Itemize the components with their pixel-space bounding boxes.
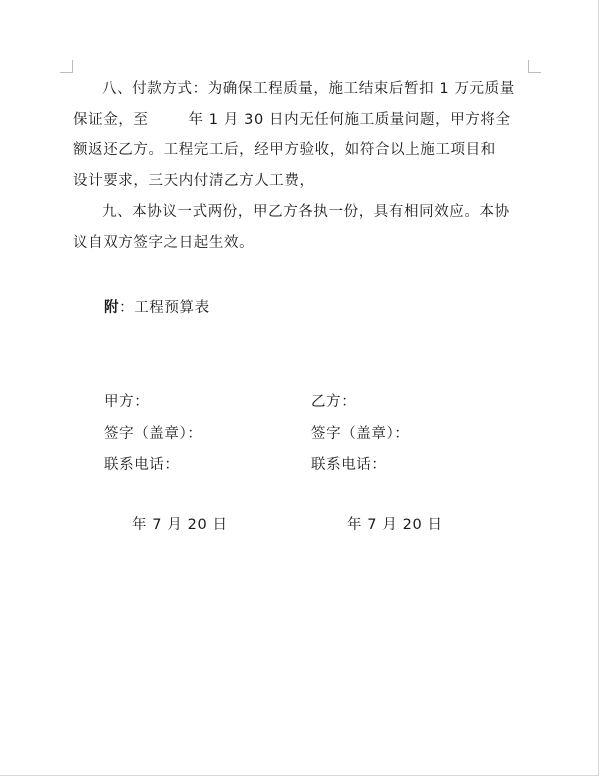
party-b-sign-label: 签字（盖章）： [311, 426, 410, 442]
clause-8-line-3: 额返还乙方。工程完工后，经甲方验收，如符合以上施工项目和 [73, 142, 496, 158]
party-a-phone-label: 联系电话： [104, 457, 180, 473]
clause-8-payment [73, 74, 529, 196]
clause-8-line-2 [73, 105, 529, 136]
party-a-label: 甲方： [104, 394, 150, 410]
crop-mark-top-left [72, 60, 73, 73]
clause-8-line-4: 设计要求，三天内付清乙方人工费， [73, 172, 315, 189]
clause-9-line-2: 议自双方签字之日起生效。 [73, 234, 255, 251]
clause-8-line-2-start: 保证金，至 [73, 111, 149, 128]
party-b-label: 乙方： [311, 394, 357, 410]
appendix-line [104, 294, 210, 322]
party-a-sign-label: 签字（盖章）： [104, 426, 203, 442]
party-b-phone-label: 联系电话： [311, 457, 387, 473]
clause-8-line-2-end: 年 1 月 30 日内无任何施工质量问题，甲方将全 [188, 111, 511, 128]
clause-9-validity [73, 197, 529, 258]
party-a-date: 年 7 月 20 日 [132, 517, 228, 533]
crop-mark-top-right [528, 60, 529, 73]
party-b-date: 年 7 月 20 日 [347, 517, 443, 533]
clause-8-line-1: 八、付款方式：为确保工程质量，施工结束后暂扣 1 万元质量 [102, 81, 515, 97]
appendix-text: ：工程预算表 [119, 300, 210, 316]
appendix-prefix: 附 [104, 300, 120, 316]
crop-mark-top-right [528, 72, 541, 73]
clause-9-line-1: 九、本协议一式两份，甲乙方各执一份，具有相同效应。本协 [102, 204, 510, 220]
